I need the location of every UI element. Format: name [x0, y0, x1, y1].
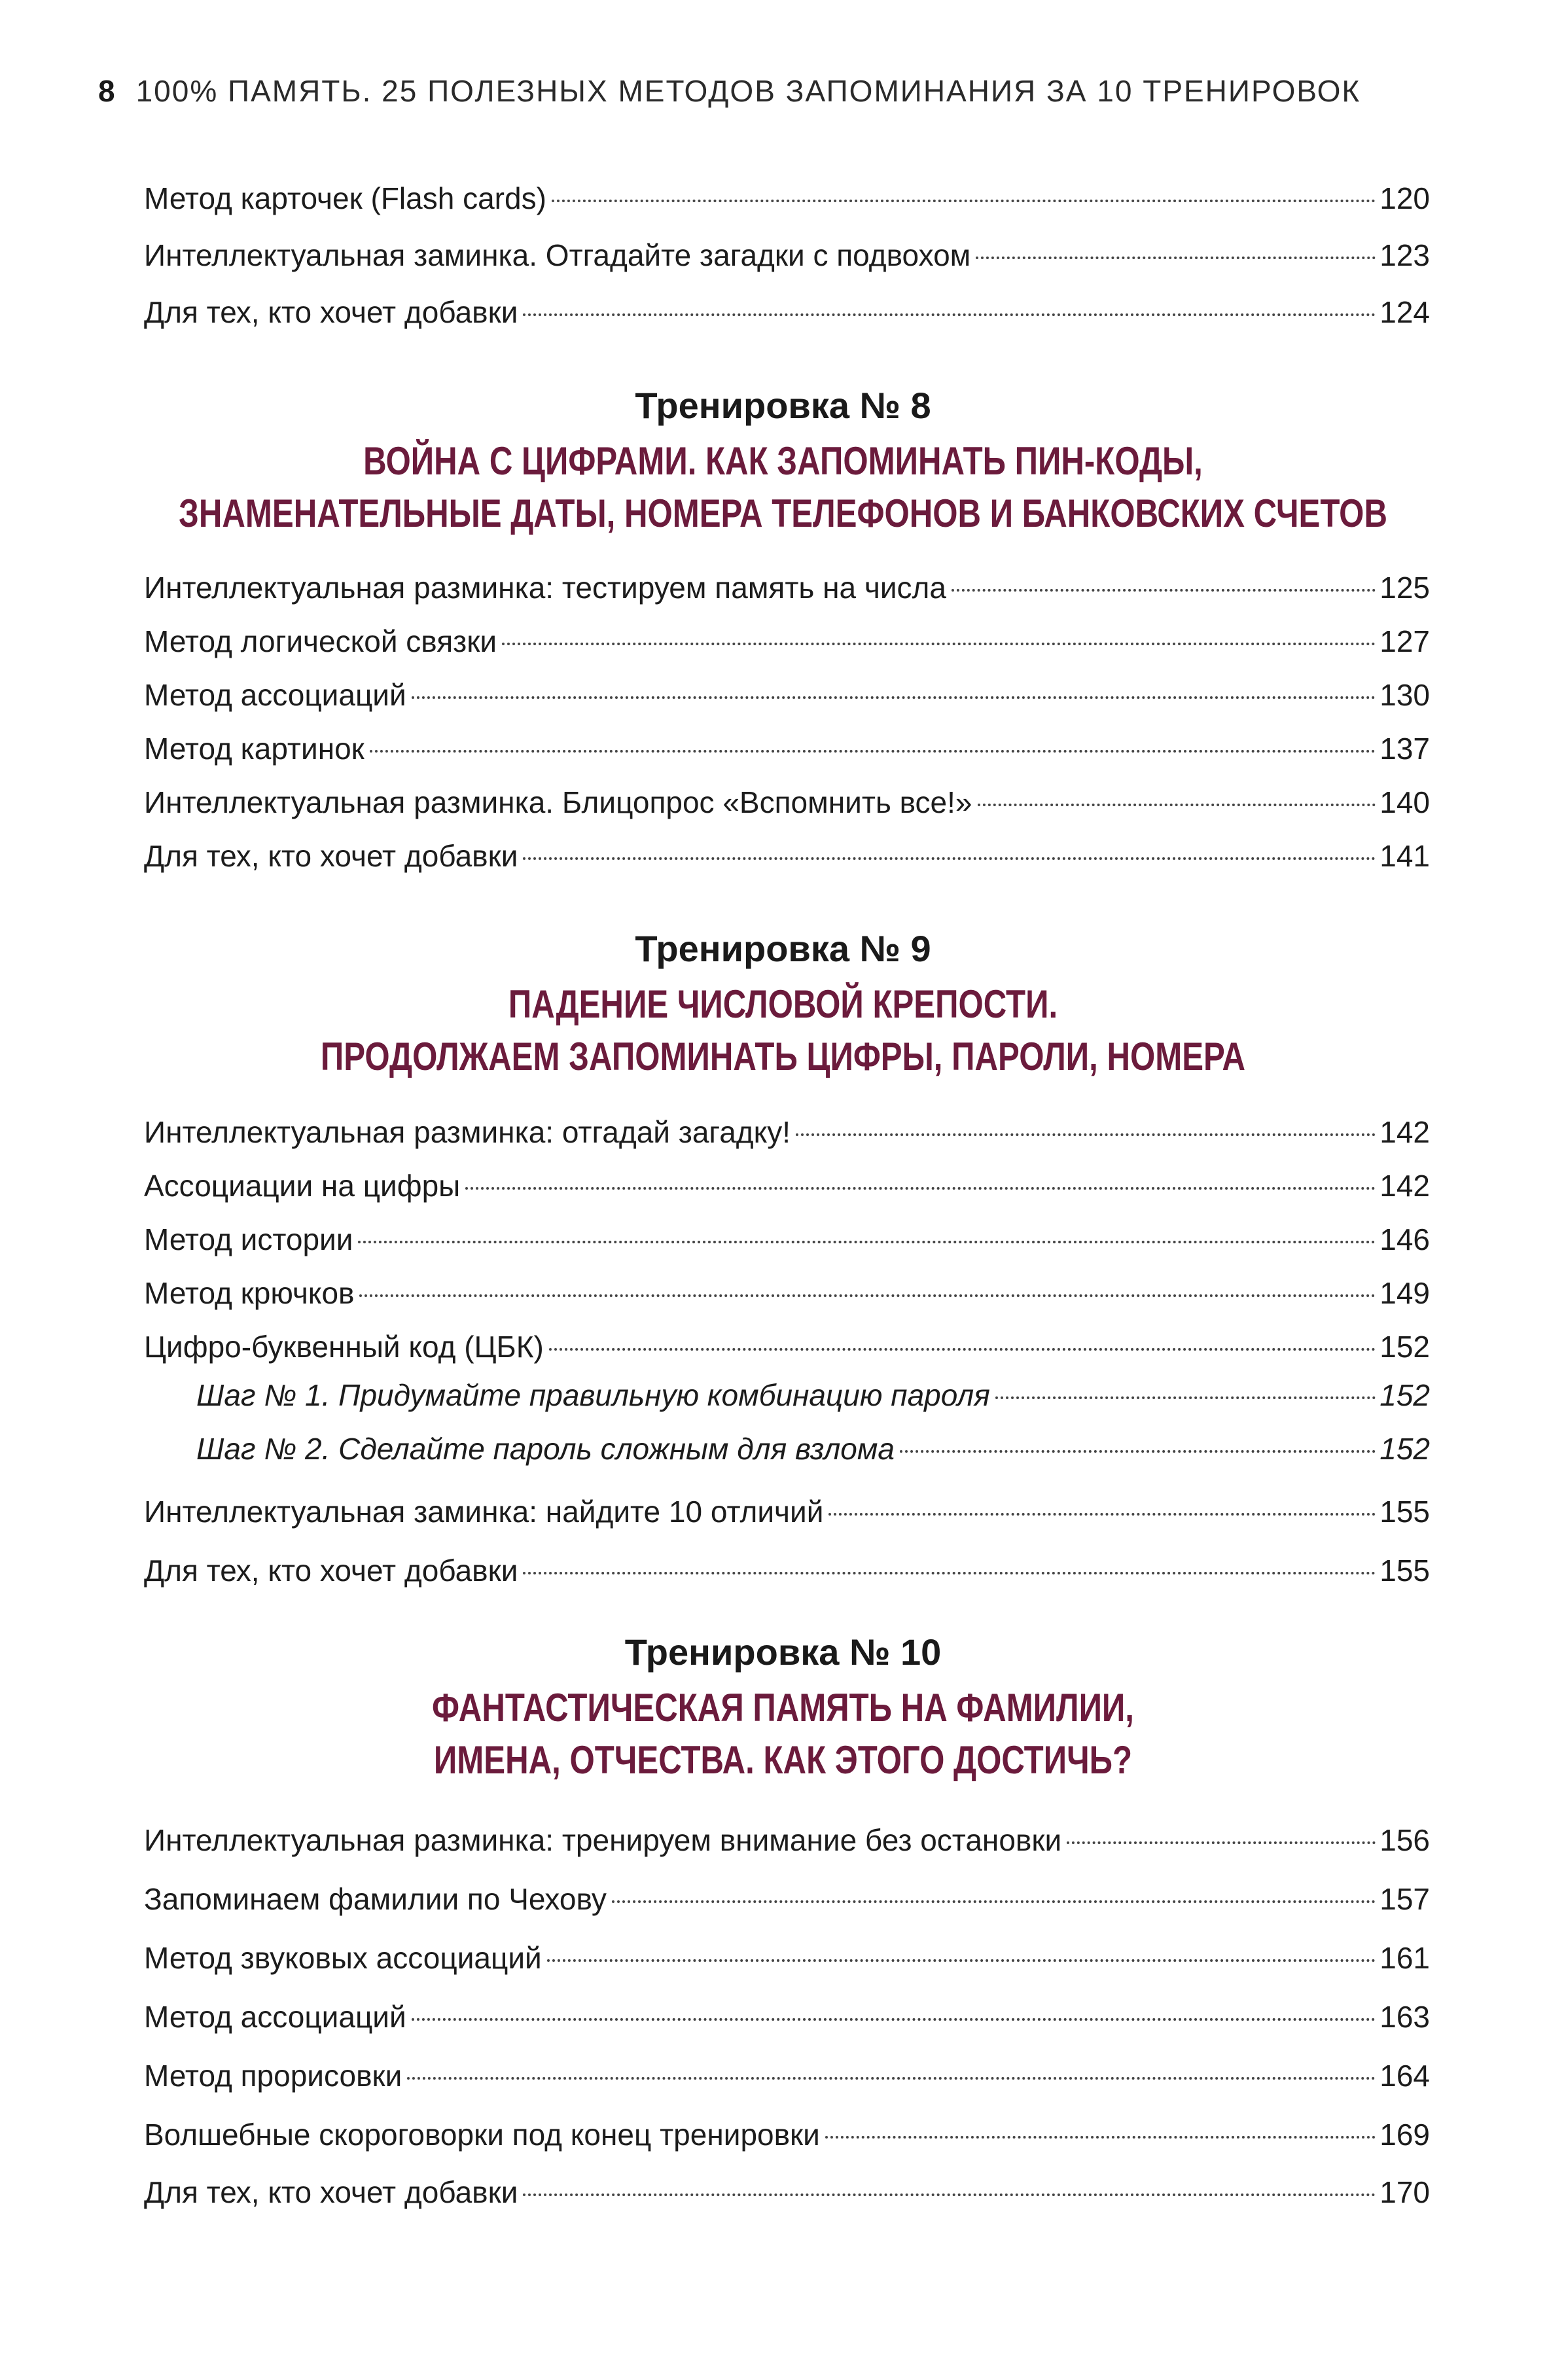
toc-entry-title: Для тех, кто хочет добавки	[144, 295, 518, 329]
dot-leader	[547, 1959, 1376, 1962]
toc-entry-title: Ассоциации на цифры	[144, 1169, 461, 1203]
dot-leader	[502, 643, 1376, 645]
toc-entry[interactable]	[144, 783, 1430, 822]
dot-leader	[549, 1348, 1376, 1351]
toc-entry-page: 123	[1379, 238, 1430, 272]
dot-leader	[359, 1294, 1376, 1297]
dot-leader	[370, 750, 1376, 753]
toc-entry-page: 124	[1379, 295, 1430, 329]
toc-entry-page: 157	[1379, 1882, 1430, 1916]
toc-entry-page: 137	[1379, 732, 1430, 766]
dot-leader	[407, 2077, 1376, 2080]
toc-entry-title: Метод карточек (Flash cards)	[144, 181, 546, 215]
toc-entry[interactable]	[144, 729, 1430, 768]
dot-leader	[552, 200, 1376, 202]
toc-entry-page: 155	[1379, 1554, 1430, 1588]
toc-entry-title: Шаг № 2. Сделайте пароль сложным для взлома	[196, 1432, 895, 1466]
toc-entry[interactable]	[144, 2115, 1430, 2154]
running-head	[98, 73, 1361, 109]
dot-leader	[523, 2194, 1376, 2196]
toc-subentry[interactable]	[196, 1429, 1430, 1468]
toc-entry[interactable]	[144, 1166, 1430, 1205]
toc-entry-title: Цифро-буквенный код (ЦБК)	[144, 1330, 544, 1364]
dot-leader	[995, 1396, 1376, 1399]
toc-entry[interactable]	[144, 836, 1430, 876]
toc-entry-page: 142	[1379, 1115, 1430, 1149]
toc-entry-title: Запоминаем фамилии по Чехову	[144, 1882, 607, 1916]
toc-entry-page: 130	[1379, 678, 1430, 712]
training-9-label: Тренировка № 9	[635, 928, 931, 969]
toc-entry-page: 152	[1379, 1330, 1430, 1364]
toc-entry[interactable]	[144, 1112, 1430, 1152]
book-title: 100% ПАМЯТЬ. 25 ПОЛЕЗНЫХ МЕТОДОВ ЗАПОМИНАНИЯ ЗА 10 ТРЕНИРОВОК	[135, 74, 1361, 108]
toc-entry-title: Метод ассоциаций	[144, 2000, 406, 2034]
toc-entry-page: 142	[1379, 1169, 1430, 1203]
toc-entry-page: 141	[1379, 839, 1430, 873]
toc-entry[interactable]	[144, 1879, 1430, 1919]
toc-entry[interactable]	[144, 568, 1430, 607]
toc-entry-page: 155	[1379, 1495, 1430, 1529]
training-8-title-line-2: ЗНАМЕНАТЕЛЬНЫЕ ДАТЫ, НОМЕРА ТЕЛЕФОНОВ И БАНКОВСКИХ СЧЕТОВ	[179, 491, 1387, 535]
toc-entry-title: Метод картинок	[144, 732, 365, 766]
dot-leader	[1067, 1841, 1376, 1844]
toc-entry-title: Волшебные скороговорки под конец тренировки	[144, 2118, 820, 2152]
dot-leader	[976, 257, 1376, 259]
dot-leader	[796, 1133, 1376, 1136]
training-10-title-line-2: ИМЕНА, ОТЧЕСТВА. КАК ЭТОГО ДОСТИЧЬ?	[433, 1738, 1133, 1782]
toc-entry-page: 169	[1379, 2118, 1430, 2152]
page-number: 8	[98, 74, 116, 108]
toc-entry-title: Интеллектуальная заминка. Отгадайте загадки с подвохом	[144, 238, 971, 272]
toc-entry-title: Метод ассоциаций	[144, 678, 406, 712]
toc-entry-title: Для тех, кто хочет добавки	[144, 2175, 518, 2209]
toc-entry[interactable]	[144, 2173, 1430, 2212]
dot-leader	[952, 589, 1376, 592]
toc-entry-title: Метод истории	[144, 1222, 353, 1256]
toc-entry-title: Интеллектуальная разминка. Блицопрос «Вспомнить все!»	[144, 785, 972, 819]
toc-entry-page: 127	[1379, 624, 1430, 658]
dot-leader	[412, 696, 1376, 699]
dot-leader	[523, 313, 1376, 316]
toc-entry-page: 120	[1379, 181, 1430, 215]
toc-entry[interactable]	[144, 1821, 1430, 1860]
training-8-title-line-1: ВОЙНА С ЦИФРАМИ. КАК ЗАПОМИНАТЬ ПИН-КОДЫ,	[363, 439, 1203, 483]
toc-entry[interactable]	[144, 1492, 1430, 1531]
toc-entry-page: 152	[1379, 1378, 1430, 1412]
toc-subentry[interactable]	[196, 1376, 1430, 1415]
dot-leader	[900, 1450, 1376, 1453]
toc-entry[interactable]	[144, 1938, 1430, 1978]
toc-entry[interactable]	[144, 675, 1430, 715]
dot-leader	[523, 1572, 1376, 1574]
toc-entry[interactable]	[144, 1327, 1430, 1366]
toc-entry-title: Шаг № 1. Придумайте правильную комбинацию пароля	[196, 1378, 990, 1412]
toc-entry[interactable]	[144, 293, 1430, 332]
toc-entry-page: 161	[1379, 1941, 1430, 1975]
training-9-title-line-1: ПАДЕНИЕ ЧИСЛОВОЙ КРЕПОСТИ.	[508, 982, 1058, 1026]
toc-entry-title: Интеллектуальная разминка: тестируем память на числа	[144, 571, 946, 605]
toc-entry[interactable]	[144, 1997, 1430, 2036]
toc-entry-page: 146	[1379, 1222, 1430, 1256]
toc-entry[interactable]	[144, 236, 1430, 275]
toc-entry[interactable]	[144, 1551, 1430, 1590]
toc-entry[interactable]	[144, 1220, 1430, 1259]
toc-entry-title: Интеллектуальная разминка: отгадай загадку!	[144, 1115, 791, 1149]
toc-entry-title: Для тех, кто хочет добавки	[144, 839, 518, 873]
toc-entry-title: Интеллектуальная заминка: найдите 10 отличий	[144, 1495, 824, 1529]
toc-entry-page: 156	[1379, 1823, 1430, 1857]
dot-leader	[978, 804, 1376, 806]
training-10-title-line-1: ФАНТАСТИЧЕСКАЯ ПАМЯТЬ НА ФАМИЛИИ,	[432, 1686, 1134, 1730]
dot-leader	[612, 1900, 1376, 1903]
dot-leader	[358, 1241, 1376, 1243]
toc-entry[interactable]	[144, 622, 1430, 661]
toc-entry-title: Интеллектуальная разминка: тренируем внимание без остановки	[144, 1823, 1062, 1857]
toc-entry-title: Метод крючков	[144, 1276, 355, 1310]
dot-leader	[523, 857, 1376, 860]
toc-entry-page: 140	[1379, 785, 1430, 819]
dot-leader	[828, 1513, 1376, 1516]
toc-entry[interactable]	[144, 179, 1430, 218]
toc-entry-title: Метод звуковых ассоциаций	[144, 1941, 542, 1975]
training-8-label: Тренировка № 8	[635, 385, 931, 426]
toc-entry-title: Метод логической связки	[144, 624, 497, 658]
toc-entry[interactable]	[144, 2056, 1430, 2095]
toc-entry-page: 149	[1379, 1276, 1430, 1310]
toc-entry-page: 125	[1379, 571, 1430, 605]
toc-entry[interactable]	[144, 1273, 1430, 1313]
toc-entry-page: 152	[1379, 1432, 1430, 1466]
toc-entry-page: 170	[1379, 2175, 1430, 2209]
dot-leader	[465, 1187, 1376, 1190]
dot-leader	[825, 2136, 1376, 2139]
dot-leader	[412, 2018, 1376, 2021]
toc-entry-page: 163	[1379, 2000, 1430, 2034]
toc-entry-page: 164	[1379, 2059, 1430, 2093]
training-9-title-line-2: ПРОДОЛЖАЕМ ЗАПОМИНАТЬ ЦИФРЫ, ПАРОЛИ, НОМЕРА	[320, 1035, 1246, 1078]
toc-entry-title: Метод прорисовки	[144, 2059, 402, 2093]
toc-entry-title: Для тех, кто хочет добавки	[144, 1554, 518, 1588]
training-10-label: Тренировка № 10	[624, 1631, 942, 1673]
